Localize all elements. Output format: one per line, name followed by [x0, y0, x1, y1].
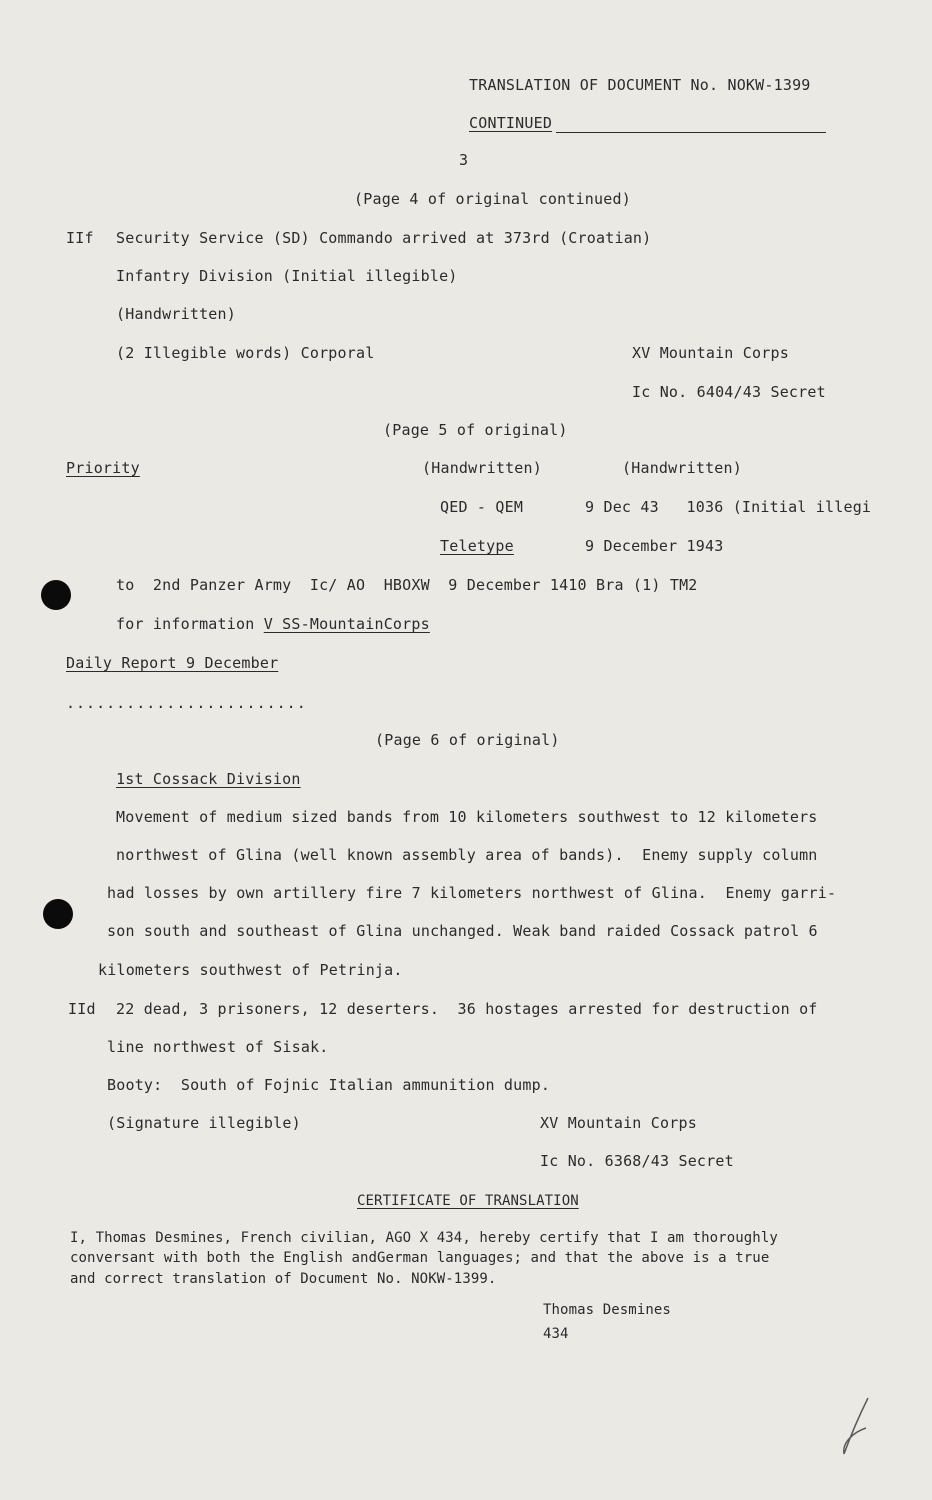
punch-hole-lower	[43, 899, 73, 929]
certificate-line-3: and correct translation of Document No. NOKW-1399.	[70, 1271, 497, 1287]
section1-ic-no: Ic No. 6404/43 Secret	[632, 383, 826, 401]
section-label-iif: IIf	[66, 229, 94, 247]
section1-line2: Infantry Division (Initial illegible)	[116, 267, 458, 285]
booty-line: Booty: South of Fojnic Italian ammunition dump.	[107, 1076, 551, 1094]
section1-corps: XV Mountain Corps	[632, 344, 789, 362]
section1-line3: (Handwritten)	[116, 305, 236, 323]
report-line-4: son south and southeast of Glina unchanged. Weak band raided Cossack patrol 6	[107, 922, 818, 940]
page-note-4: (Page 4 of original continued)	[354, 190, 631, 208]
pencil-mark-icon	[832, 1392, 882, 1462]
certificate-line-2: conversant with both the English andGerman languages; and that the above is a true	[70, 1250, 770, 1266]
handwritten-note-1: (Handwritten)	[422, 459, 542, 477]
handwritten-note-2: (Handwritten)	[622, 459, 742, 477]
translator-name: Thomas Desmines	[543, 1302, 671, 1318]
page-note-5: (Page 5 of original)	[383, 421, 568, 439]
section1-line1: Security Service (SD) Commando arrived at 373rd (Croatian)	[116, 229, 652, 247]
section1-line4: (2 Illegible words) Corporal	[116, 344, 375, 362]
daily-report-heading: Daily Report 9 December	[66, 654, 279, 672]
section-label-iid: IId	[68, 1000, 96, 1018]
certificate-line-1: I, Thomas Desmines, French civilian, AGO X 434, hereby certify that I am thoroughly	[70, 1230, 778, 1246]
continued-rule	[556, 132, 826, 133]
section3-corps: XV Mountain Corps	[540, 1114, 697, 1132]
section3-ic-no: Ic No. 6368/43 Secret	[540, 1152, 734, 1170]
info-target: V SS-MountainCorps	[263, 615, 430, 633]
report-line-2: northwest of Glina (well known assembly area of bands). Enemy supply column	[116, 846, 818, 864]
document-title: TRANSLATION OF DOCUMENT No. NOKW-1399	[469, 76, 811, 94]
certificate-heading: CERTIFICATE OF TRANSLATION	[357, 1193, 579, 1209]
info-prefix: for information	[116, 615, 264, 633]
dotted-separator: ........................	[66, 694, 307, 712]
routing-code: QED - QEM	[440, 498, 524, 516]
report-line-5: kilometers southwest of Petrinja.	[98, 961, 403, 979]
to-line: to 2nd Panzer Army Ic/ AO HBOXW 9 December 1410 Bra (1) TM2	[116, 576, 698, 594]
continued-label: CONTINUED	[469, 114, 553, 132]
priority-label: Priority	[66, 459, 140, 477]
translator-number: 434	[543, 1326, 569, 1342]
page-number: 3	[459, 151, 469, 169]
info-line	[116, 617, 430, 632]
teletype-date: 9 December 1943	[585, 537, 724, 555]
teletype-label: Teletype	[440, 537, 514, 555]
report-line-1: Movement of medium sized bands from 10 kilometers southwest to 12 kilometers	[116, 808, 818, 826]
punch-hole-upper	[41, 580, 71, 610]
receipt-date-line: 9 Dec 43 1036 (Initial illegi	[585, 498, 872, 516]
signature-note: (Signature illegible)	[107, 1114, 301, 1132]
casualty-line-1: 22 dead, 3 prisoners, 12 deserters. 36 hostages arrested for destruction of	[116, 1000, 818, 1018]
page-note-6: (Page 6 of original)	[375, 731, 560, 749]
report-line-3: had losses by own artillery fire 7 kilometers northwest of Glina. Enemy garri-	[107, 884, 837, 902]
casualty-line-2: line northwest of Sisak.	[107, 1038, 329, 1056]
division-heading: 1st Cossack Division	[116, 770, 301, 788]
